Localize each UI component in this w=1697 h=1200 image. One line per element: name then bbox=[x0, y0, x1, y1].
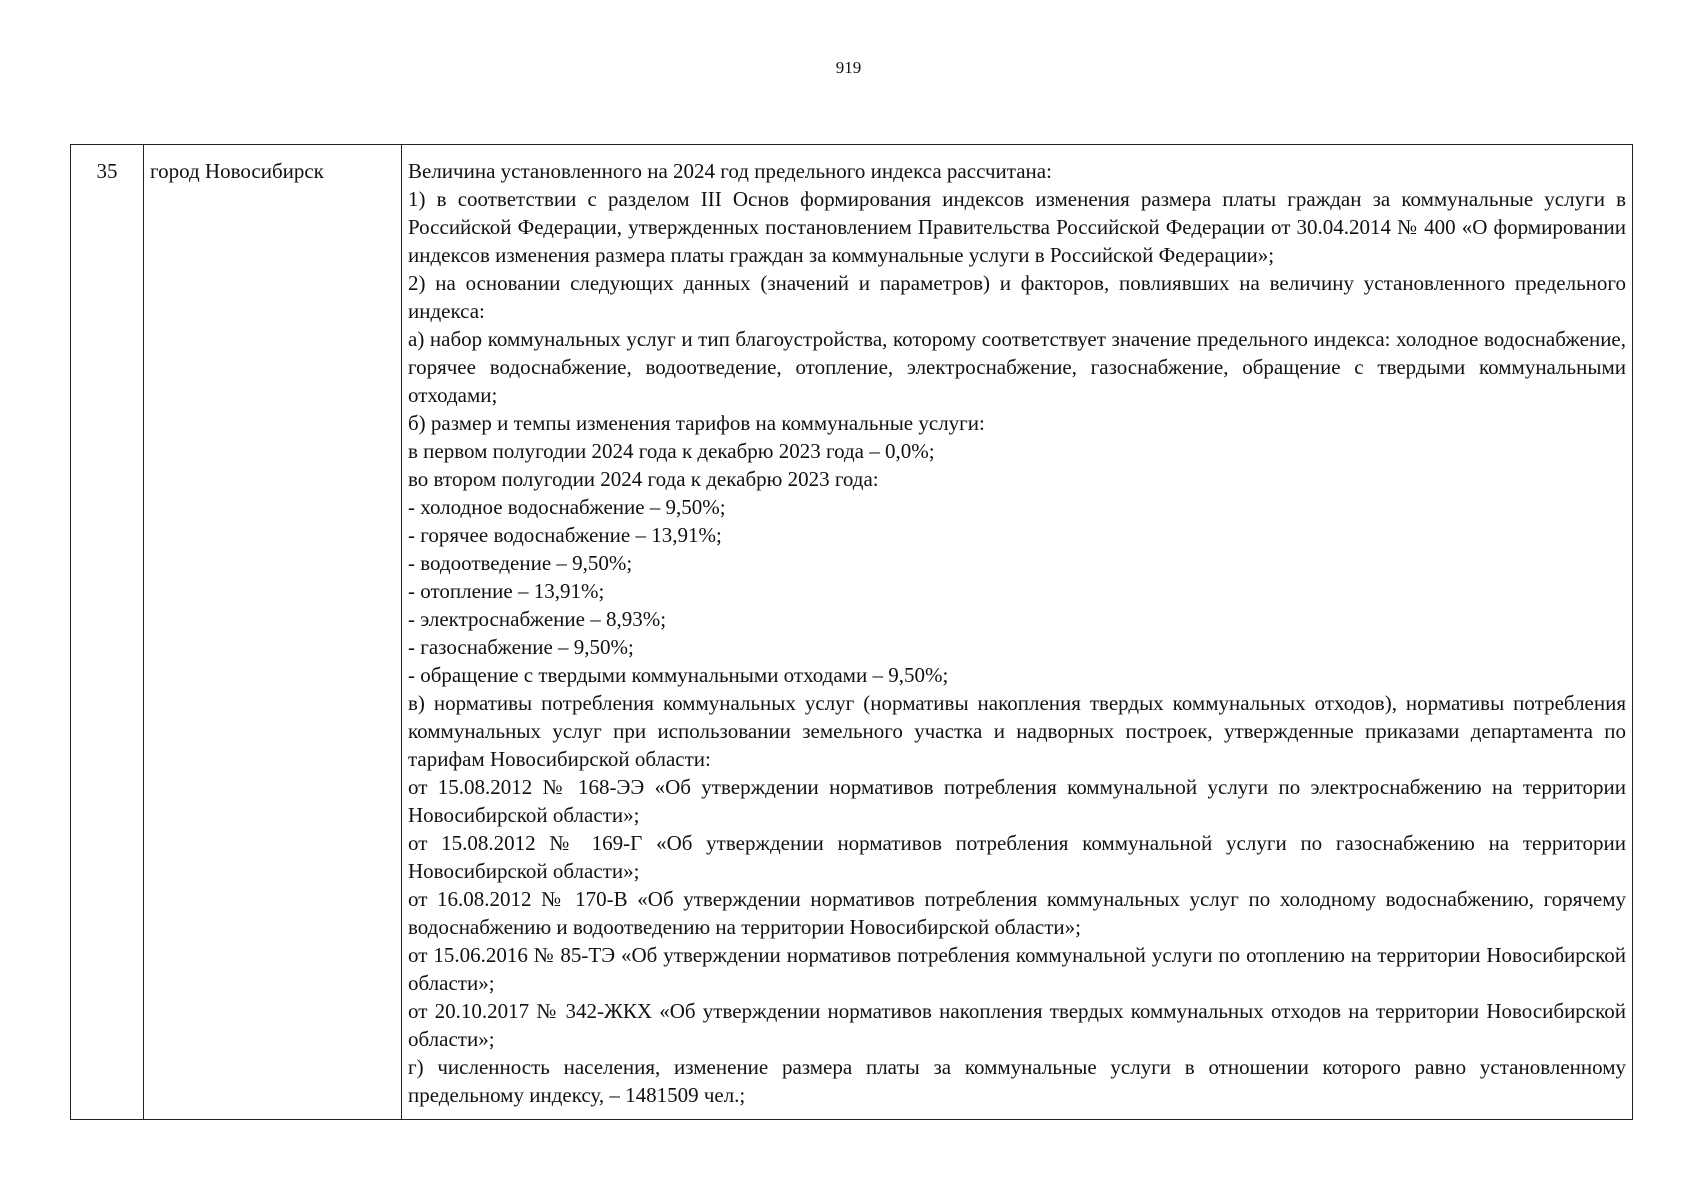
paragraph: в первом полугодии 2024 года к декабрю 2023 года – 0,0%; bbox=[408, 439, 935, 463]
paragraph: - отопление – 13,91%; bbox=[408, 579, 605, 603]
paragraph: во втором полугодии 2024 года к декабрю 2023 года: bbox=[408, 467, 879, 491]
paragraph: от 16.08.2012 № 170-В «Об утверждении нормативов потребления коммунальных услуг по холодному водоснабжению, горячему водоснабжению и водоотведению на территории Новосибирской области»; bbox=[408, 887, 1626, 939]
paragraph: от 15.08.2012 № 169-Г «Об утверждении нормативов потребления коммунальной услуги по газоснабжению на территории Новосибирской области»; bbox=[408, 831, 1626, 883]
municipality-name: город Новосибирск bbox=[144, 145, 402, 1120]
paragraph: - газоснабжение – 9,50%; bbox=[408, 635, 634, 659]
paragraph: г) численность населения, изменение размера платы за коммунальные услуги в отношении которого равно установленному предельному индексу, – 1481509 чел.; bbox=[408, 1055, 1626, 1107]
paragraph: Величина установленного на 2024 год предельного индекса рассчитана: bbox=[408, 159, 1052, 183]
paragraph: - горячее водоснабжение – 13,91%; bbox=[408, 523, 722, 547]
paragraph: - электроснабжение – 8,93%; bbox=[408, 607, 667, 631]
paragraph: а) набор коммунальных услуг и тип благоустройства, которому соответствует значение предельного индекса: холодное водоснабжение, горячее водоснабжение, водоотведение, отопление, электроснабжение, газоснабжение, обращение с твердыми коммунальными отходами; bbox=[408, 327, 1626, 407]
paragraph: в) нормативы потребления коммунальных услуг (нормативы накопления твердых коммунальных отходов), нормативы потребления коммунальных услуг при использовании земельного участка и надворных построек, утвержденные приказами департамента по тарифам Новосибирской области: bbox=[408, 691, 1626, 771]
row-number: 35 bbox=[71, 145, 144, 1120]
paragraph: б) размер и темпы изменения тарифов на коммунальные услуги: bbox=[408, 411, 985, 435]
justification-text bbox=[402, 145, 1633, 1120]
paragraph: - водоотведение – 9,50%; bbox=[408, 551, 633, 575]
paragraph: - обращение с твердыми коммунальными отходами – 9,50%; bbox=[408, 663, 949, 687]
paragraph: 1) в соответствии с разделом III Основ формирования индексов изменения размера платы граждан за коммунальные услуги в Российской Федерации, утвержденных постановлением Правительства Российской Федерации от 30.04.2014 № 400 «О формировании индексов изменения размера платы граждан за коммунальные услуги в Российской Федерации»; bbox=[408, 187, 1626, 267]
paragraph: 2) на основании следующих данных (значений и параметров) и факторов, повлиявших на величину установленного предельного индекса: bbox=[408, 271, 1626, 323]
paragraph: от 15.08.2012 № 168-ЭЭ «Об утверждении нормативов потребления коммунальной услуги по электроснабжению на территории Новосибирской области»; bbox=[408, 775, 1626, 827]
paragraph: от 15.06.2016 № 85-ТЭ «Об утверждении нормативов потребления коммунальной услуги по отоплению на территории Новосибирской области»; bbox=[408, 943, 1626, 995]
index-table bbox=[70, 144, 1633, 1120]
page-number: 919 bbox=[835, 58, 862, 77]
table-row bbox=[71, 145, 1633, 1120]
paragraph: - холодное водоснабжение – 9,50%; bbox=[408, 495, 726, 519]
paragraph: от 20.10.2017 № 342-ЖКХ «Об утверждении нормативов накопления твердых коммунальных отходов на территории Новосибирской области»; bbox=[408, 999, 1626, 1051]
